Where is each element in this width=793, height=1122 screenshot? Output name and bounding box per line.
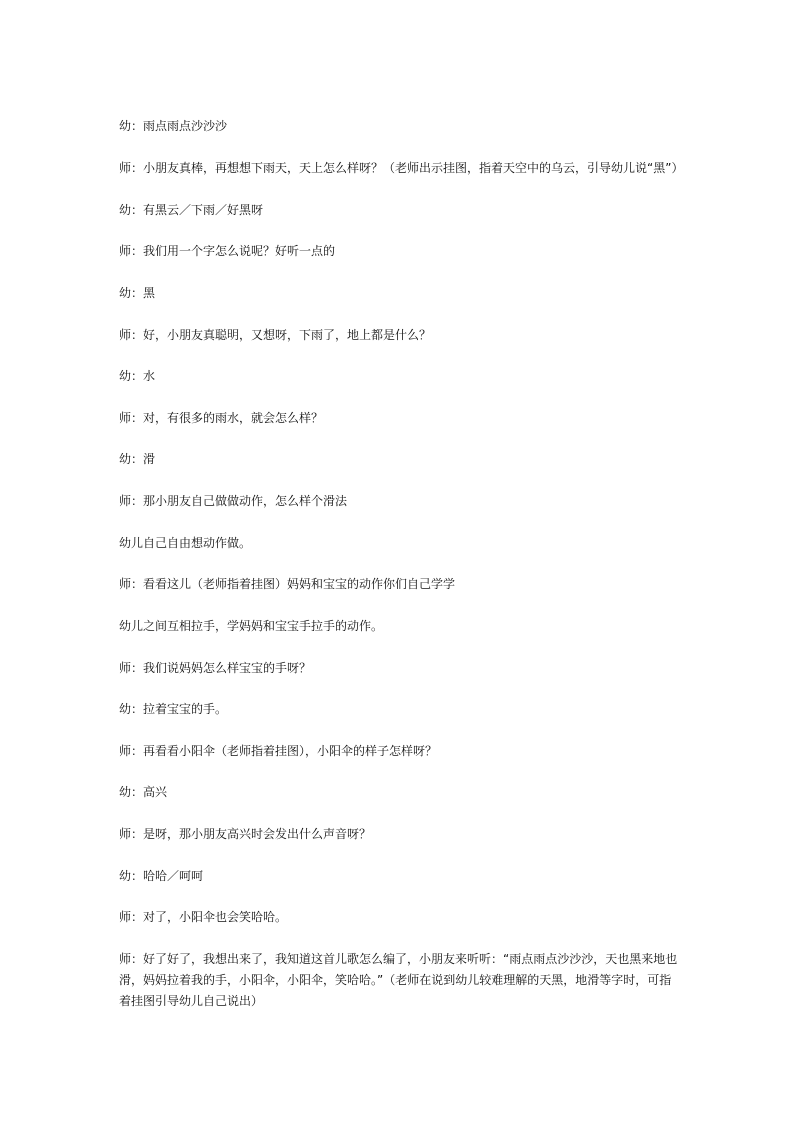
paragraph: 师：我们用一个字怎么说呢？好听一点的: [119, 244, 336, 258]
paragraph: 幼：雨点雨点沙沙沙: [119, 119, 228, 133]
paragraph: 师：是呀，那小朋友高兴时会发出什么声音呀？: [119, 827, 372, 841]
paragraph: 师：好了好了，我想出来了，我知道这首儿歌怎么编了，小朋友来听听：“雨点雨点沙沙沙，天也黑来地也滑，妈妈拉着我的手，小阳伞，小阳伞，笑哈哈。”（老师在说到幼儿较难理解的天黑，地滑等字时，可指着挂图引导幼儿自己说出）: [119, 952, 678, 1008]
paragraph: 师：小朋友真棒，再想想下雨天，天上怎么样呀？（老师出示挂图，指着天空中的乌云，引导幼儿说“黑”）: [119, 161, 684, 175]
paragraph: 幼：拉着宝宝的手。: [119, 702, 228, 716]
paragraph: 师：好，小朋友真聪明，又想呀，下雨了，地上都是什么？: [119, 328, 432, 342]
paragraph: 师：我们说妈妈怎么样宝宝的手呀？: [119, 661, 312, 675]
paragraph: 幼儿之间互相拉手，学妈妈和宝宝手拉手的动作。: [119, 619, 384, 633]
paragraph: 幼：黑: [119, 286, 156, 300]
paragraph: 幼：高兴: [119, 785, 168, 799]
paragraph: 师：对，有很多的雨水，就会怎么样？: [119, 411, 324, 425]
paragraph: 幼：水: [119, 369, 156, 383]
paragraph: 师：看看这儿（老师指着挂图）妈妈和宝宝的动作你们自己学学: [119, 577, 456, 591]
paragraph: 幼：哈哈／呵呵: [119, 869, 204, 883]
paragraph: 师：那小朋友自己做做动作，怎么样个滑法: [119, 494, 348, 508]
paragraph: 幼儿自己自由想动作做。: [119, 536, 252, 550]
paragraph: 幼：有黑云／下雨／好黑呀: [119, 203, 264, 217]
paragraph: 幼：滑: [119, 452, 156, 466]
paragraph: 师：再看看小阳伞（老师指着挂图），小阳伞的样子怎样呀？: [119, 744, 438, 758]
paragraph: 师：对了，小阳伞也会笑哈哈。: [119, 910, 288, 924]
